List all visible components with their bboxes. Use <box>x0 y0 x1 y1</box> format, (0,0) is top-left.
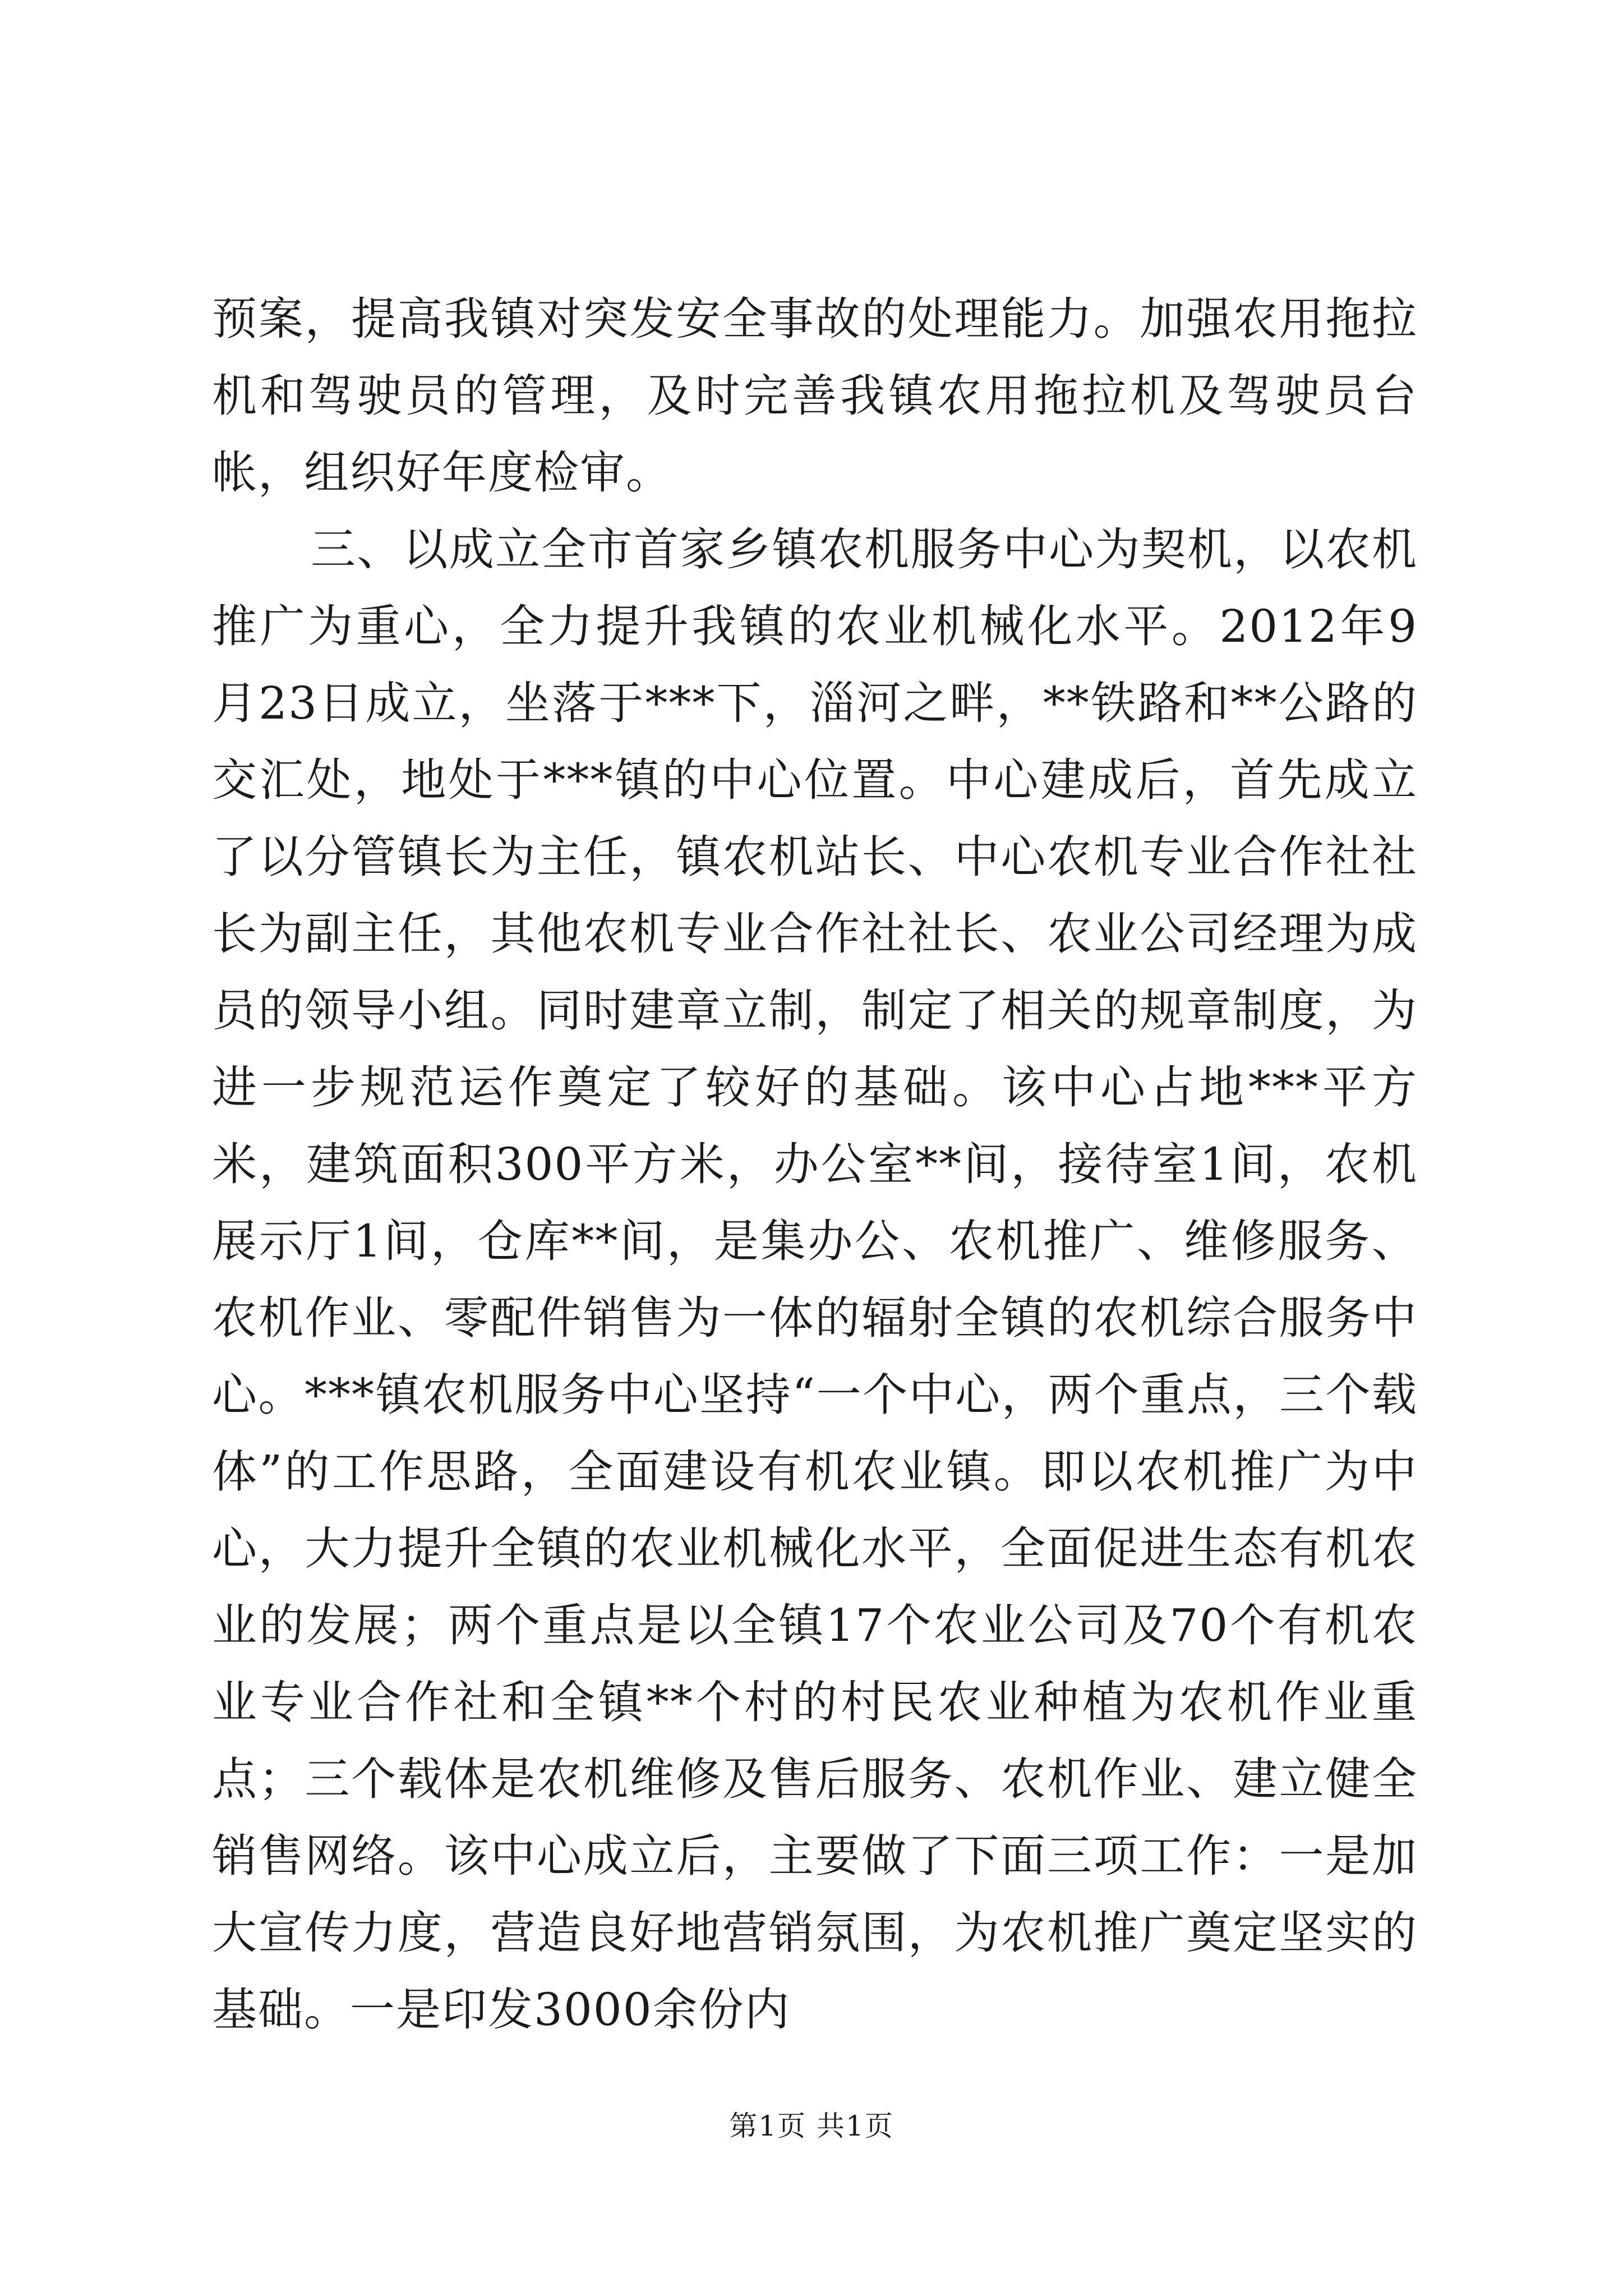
paragraph-2: 三、以成立全市首家乡镇农机服务中心为契机，以农机推广为重心，全力提升我镇的农业机械化水平。2012年9月23日成立，坐落于***下，淄河之畔，**铁路和**公路的交汇处，地处于***镇的中心位置。中心建成后，首先成立了以分管镇长为主任，镇农机站长、中心农机专业合作社社长为副主任，其他农机专业合作社社长、农业公司经理为成员的领导小组。同时建章立制，制定了相关的规章制度，为进一步规范运作奠定了较好的基础。该中心占地***平方米，建筑面积300平方米，办公室**间，接待室1间，农机展示厅1间，仓库**间，是集办公、农机推广、维修服务、农机作业、零配件销售为一体的辐射全镇的农机综合服务中心。***镇农机服务中心坚持“一个中心，两个重点，三个载体”的工作思路，全面建设有机农业镇。即以农机推广为中心，大力提升全镇的农业机械化水平，全面促进生态有机农业的发展；两个重点是以全镇17个农业公司及70个有机农业专业合作社和全镇**个村的村民农业种植为农机作业重点；三个载体是农机维修及售后服务、农机作业、建立健全销售网络。该中心成立后，主要做了下面三项工作：一是加大宣传力度，营造良好地营销氛围，为农机推广奠定坚实的基础。一是印发3000余份内 <box>212 523 1418 2036</box>
paragraph-1: 预案，提高我镇对突发安全事故的处理能力。加强农用拖拉机和驾驶员的管理，及时完善我镇农用拖拉机及驾驶员台帐，组织好年度检审。 <box>212 293 1418 499</box>
page-footer: 第1页 共1页 <box>729 2110 894 2142</box>
document-body <box>212 280 1418 2048</box>
